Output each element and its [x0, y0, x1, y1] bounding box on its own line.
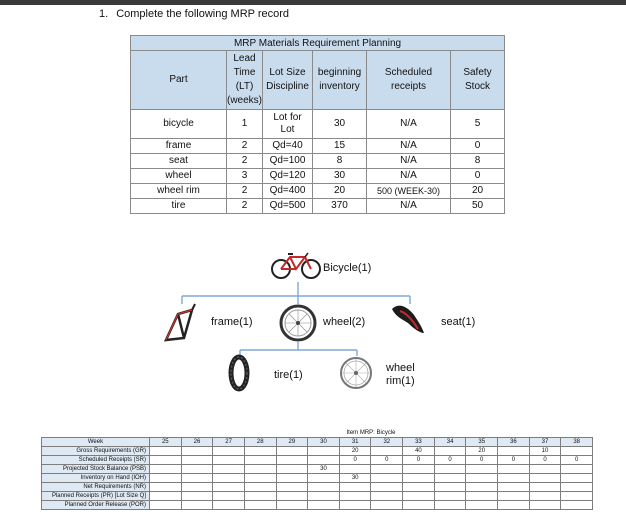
mrp-cell[interactable]	[561, 501, 593, 510]
mrp-cell[interactable]	[529, 465, 561, 474]
mrp-cell[interactable]	[150, 465, 182, 474]
mrp-row	[42, 492, 593, 501]
week-row	[42, 438, 593, 447]
mrp-cell[interactable]	[498, 492, 530, 501]
week-cell: 34	[434, 438, 466, 447]
mrp-row-label: Net Requirements (NR)	[42, 483, 150, 492]
mrp-cell[interactable]: 0	[434, 456, 466, 465]
inventory-cell: 8	[313, 154, 367, 169]
wheel-image	[281, 306, 315, 340]
mrp-cell[interactable]	[213, 492, 245, 501]
tire-image	[231, 357, 247, 389]
mrp-cell[interactable]	[339, 492, 371, 501]
mrp-cell[interactable]	[276, 474, 308, 483]
inventory-cell: 20	[313, 184, 367, 199]
mrp-cell[interactable]	[403, 492, 435, 501]
mrp-cell[interactable]: 30	[339, 474, 371, 483]
mrp-row-label: Planned Order Release (POR)	[42, 501, 150, 510]
frame-label: frame(1)	[211, 316, 253, 328]
lead-time-cell: 2	[227, 199, 263, 214]
part-cell: wheel rim	[131, 184, 227, 199]
mrp-cell[interactable]	[529, 501, 561, 510]
mrp-cell[interactable]	[466, 465, 498, 474]
mrp-cell[interactable]	[244, 447, 276, 456]
table-row	[131, 154, 505, 169]
lead-time-cell: 1	[227, 110, 263, 139]
mrp-cell[interactable]: 0	[529, 456, 561, 465]
mrp-cell[interactable]	[403, 474, 435, 483]
mrp-cell[interactable]	[308, 501, 340, 510]
mrp-row-label: Gross Requirements (GR)	[42, 447, 150, 456]
lead-time-cell: 2	[227, 139, 263, 154]
mrp-parameters-table	[130, 35, 505, 214]
mrp-cell[interactable]	[181, 465, 213, 474]
lot-size-cell: Qd=120	[263, 169, 313, 184]
mrp-cell[interactable]	[276, 456, 308, 465]
safety-stock-cell: 0	[451, 139, 505, 154]
week-cell: 26	[181, 438, 213, 447]
mrp-cell[interactable]	[434, 474, 466, 483]
table-row	[131, 184, 505, 199]
mrp-cell[interactable]: 20	[339, 447, 371, 456]
mrp-cell[interactable]	[371, 483, 403, 492]
mrp-cell[interactable]	[181, 456, 213, 465]
scheduled-receipts-cell: N/A	[367, 139, 451, 154]
lot-size-cell: Lot for Lot	[263, 110, 313, 139]
mrp-cell[interactable]	[498, 483, 530, 492]
mrp-cell[interactable]: 0	[371, 456, 403, 465]
table-row	[131, 139, 505, 154]
mrp-cell[interactable]	[150, 456, 182, 465]
mrp-cell[interactable]: 0	[466, 456, 498, 465]
mrp-cell[interactable]	[181, 492, 213, 501]
mrp-cell[interactable]	[244, 483, 276, 492]
tire-label: tire(1)	[274, 369, 303, 381]
mrp-cell[interactable]	[561, 447, 593, 456]
frame-image	[166, 304, 195, 340]
inventory-cell: 30	[313, 169, 367, 184]
bicycle-image	[272, 253, 320, 278]
part-cell: bicycle	[131, 110, 227, 139]
mrp-row	[42, 501, 593, 510]
header-safety-stock: Safety Stock	[451, 51, 505, 110]
wheel-rim-label: wheel rim(1)	[386, 362, 415, 387]
week-cell: 25	[150, 438, 182, 447]
mrp-cell[interactable]	[339, 465, 371, 474]
mrp-cell[interactable]	[276, 447, 308, 456]
mrp-cell[interactable]	[498, 501, 530, 510]
week-cell: 29	[276, 438, 308, 447]
mrp-cell[interactable]	[181, 447, 213, 456]
mrp-cell[interactable]	[213, 501, 245, 510]
item-mrp-table	[41, 429, 593, 510]
top-border-bar	[0, 0, 626, 5]
lot-size-cell: Qd=500	[263, 199, 313, 214]
safety-stock-cell: 0	[451, 169, 505, 184]
inventory-cell: 370	[313, 199, 367, 214]
safety-stock-cell: 50	[451, 199, 505, 214]
part-cell: wheel	[131, 169, 227, 184]
question-heading	[99, 8, 289, 20]
question-text: Complete the following MRP record	[116, 8, 290, 20]
mrp-cell[interactable]: 10	[529, 447, 561, 456]
mrp-cell[interactable]	[498, 447, 530, 456]
mrp-row	[42, 474, 593, 483]
mrp-cell[interactable]	[498, 474, 530, 483]
mrp-cell[interactable]	[466, 501, 498, 510]
week-cell: 33	[403, 438, 435, 447]
mrp-cell[interactable]	[529, 474, 561, 483]
lot-size-cell: Qd=400	[263, 184, 313, 199]
week-cell: 35	[466, 438, 498, 447]
wheel-rim-image	[341, 358, 371, 388]
week-label: Week	[42, 438, 150, 447]
scheduled-receipts-cell: 500 (WEEK-30)	[367, 184, 451, 199]
week-cell: 30	[308, 438, 340, 447]
header-part: Part	[131, 51, 227, 110]
mrp-cell[interactable]	[498, 465, 530, 474]
mrp-cell[interactable]	[150, 474, 182, 483]
mrp-cell[interactable]	[150, 492, 182, 501]
mrp-cell[interactable]	[403, 501, 435, 510]
mrp-row	[42, 465, 593, 474]
mrp-cell[interactable]	[181, 483, 213, 492]
week-cell: 27	[213, 438, 245, 447]
mrp-cell[interactable]	[213, 465, 245, 474]
week-cell: 28	[244, 438, 276, 447]
mrp-cell[interactable]: 0	[403, 456, 435, 465]
seat-image	[392, 306, 424, 333]
header-lot-size: Lot Size Discipline	[263, 51, 313, 110]
header-beginning-inventory: beginning inventory	[313, 51, 367, 110]
item-mrp-caption: Item MRP: Bicycle	[150, 429, 593, 438]
mrp-cell[interactable]	[181, 501, 213, 510]
mrp-cell[interactable]	[308, 483, 340, 492]
mrp-cell[interactable]	[434, 465, 466, 474]
mrp-row-label: Inventory on Hand (IOH)	[42, 474, 150, 483]
wheel-label: wheel(2)	[323, 316, 366, 328]
week-cell: 38	[561, 438, 593, 447]
mrp-row	[42, 447, 593, 456]
safety-stock-cell: 20	[451, 184, 505, 199]
week-cell: 31	[339, 438, 371, 447]
mrp-cell[interactable]	[371, 474, 403, 483]
lot-size-cell: Qd=40	[263, 139, 313, 154]
mrp-cell[interactable]	[150, 483, 182, 492]
lead-time-cell: 2	[227, 154, 263, 169]
mrp-cell[interactable]	[561, 474, 593, 483]
mrp-cell[interactable]	[244, 456, 276, 465]
mrp-cell[interactable]	[276, 465, 308, 474]
scheduled-receipts-cell: N/A	[367, 110, 451, 139]
part-cell: seat	[131, 154, 227, 169]
mrp-cell[interactable]	[213, 483, 245, 492]
mrp-cell[interactable]	[403, 465, 435, 474]
mrp-cell[interactable]	[434, 492, 466, 501]
mrp-cell[interactable]	[150, 501, 182, 510]
mrp-row-label: Planned Receipts (PR) [Lot Size Q]	[42, 492, 150, 501]
mrp-cell[interactable]	[529, 483, 561, 492]
mrp-cell[interactable]	[339, 501, 371, 510]
safety-stock-cell: 8	[451, 154, 505, 169]
seat-label: seat(1)	[441, 316, 476, 328]
mrp-cell[interactable]	[434, 501, 466, 510]
mrp-cell[interactable]	[434, 447, 466, 456]
inventory-cell: 30	[313, 110, 367, 139]
mrp-cell[interactable]	[371, 465, 403, 474]
table-title: MRP Materials Requirement Planning	[131, 36, 505, 51]
mrp-cell[interactable]: 0	[498, 456, 530, 465]
lead-time-cell: 2	[227, 184, 263, 199]
mrp-cell[interactable]	[181, 474, 213, 483]
mrp-row-label: Scheduled Receipts (SR)	[42, 456, 150, 465]
mrp-cell[interactable]	[466, 492, 498, 501]
mrp-cell[interactable]	[276, 492, 308, 501]
mrp-cell[interactable]	[213, 474, 245, 483]
mrp-row	[42, 456, 593, 465]
mrp-cell[interactable]	[213, 447, 245, 456]
part-cell: frame	[131, 139, 227, 154]
week-cell: 37	[529, 438, 561, 447]
mrp-cell[interactable]	[213, 456, 245, 465]
mrp-cell[interactable]	[308, 456, 340, 465]
mrp-cell[interactable]	[244, 474, 276, 483]
mrp-cell[interactable]: 20	[466, 447, 498, 456]
table-row	[131, 110, 505, 139]
header-scheduled-receipts: Scheduled receipts	[367, 51, 451, 110]
mrp-cell[interactable]	[561, 465, 593, 474]
week-cell: 32	[371, 438, 403, 447]
mrp-cell[interactable]: 30	[308, 465, 340, 474]
scheduled-receipts-cell: N/A	[367, 154, 451, 169]
safety-stock-cell: 5	[451, 110, 505, 139]
part-cell: tire	[131, 199, 227, 214]
scheduled-receipts-cell: N/A	[367, 199, 451, 214]
mrp-cell[interactable]	[371, 447, 403, 456]
mrp-cell[interactable]	[371, 501, 403, 510]
mrp-row	[42, 483, 593, 492]
mrp-cell[interactable]	[244, 492, 276, 501]
mrp-cell[interactable]	[276, 483, 308, 492]
mrp-cell[interactable]: 40	[403, 447, 435, 456]
mrp-cell[interactable]	[244, 501, 276, 510]
mrp-cell[interactable]	[308, 474, 340, 483]
mrp-cell[interactable]	[403, 483, 435, 492]
scheduled-receipts-cell: N/A	[367, 169, 451, 184]
table-row	[131, 199, 505, 214]
mrp-cell[interactable]: 0	[339, 456, 371, 465]
mrp-cell[interactable]	[561, 492, 593, 501]
mrp-cell[interactable]	[308, 492, 340, 501]
week-cell: 36	[498, 438, 530, 447]
mrp-cell[interactable]	[434, 483, 466, 492]
lot-size-cell: Qd=100	[263, 154, 313, 169]
question-number: 1.	[99, 8, 109, 20]
table-row	[131, 169, 505, 184]
mrp-cell[interactable]	[529, 492, 561, 501]
mrp-cell[interactable]	[371, 492, 403, 501]
header-lead-time: Lead Time (LT) (weeks)	[227, 51, 263, 110]
inventory-cell: 15	[313, 139, 367, 154]
mrp-cell[interactable]	[561, 483, 593, 492]
mrp-cell[interactable]: 0	[561, 456, 593, 465]
mrp-row-label: Projected Stock Balance (PSB)	[42, 465, 150, 474]
mrp-cell[interactable]	[150, 447, 182, 456]
lead-time-cell: 3	[227, 169, 263, 184]
mrp-cell[interactable]	[308, 447, 340, 456]
mrp-cell[interactable]	[276, 501, 308, 510]
mrp-cell[interactable]	[466, 474, 498, 483]
mrp-cell[interactable]	[466, 483, 498, 492]
mrp-cell[interactable]	[244, 465, 276, 474]
bicycle-label: Bicycle(1)	[323, 262, 372, 274]
mrp-cell[interactable]	[339, 483, 371, 492]
